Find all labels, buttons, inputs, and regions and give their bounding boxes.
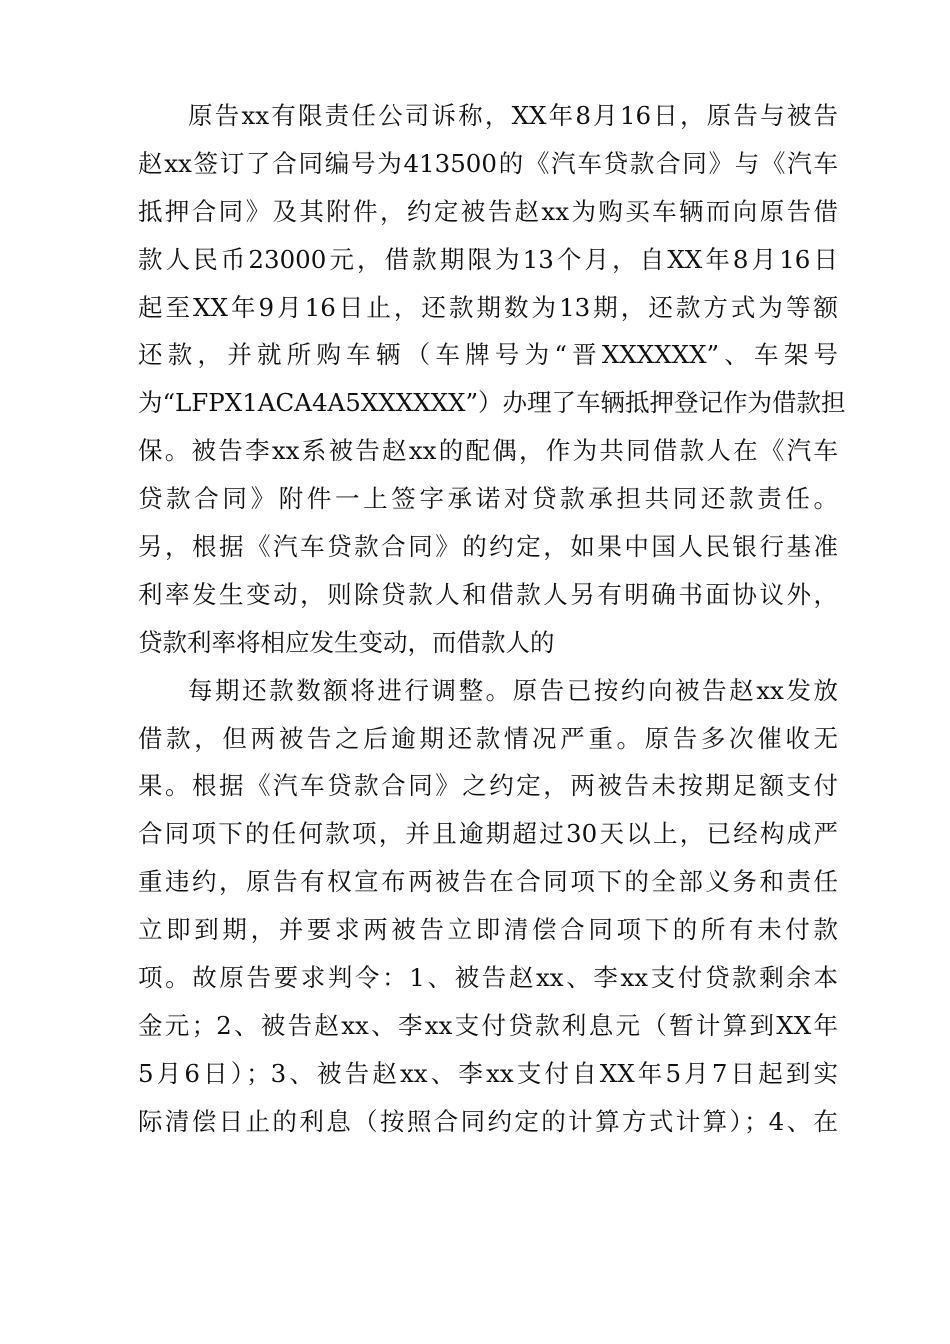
paragraph-2-line-3: 果。根据《汽车贷款合同》之约定，两被告未按期足额支付 [138, 771, 838, 801]
document-body [138, 92, 846, 1146]
paragraph-1-line-7: 为“LFPX1ACA4A5XXXXXX”）办理了车辆抵押登记作为借款担 [138, 388, 846, 418]
paragraph-2-line-6: 立即到期，并要求两被告立即清偿合同项下的所有未付款 [138, 915, 838, 945]
paragraph-1-line-4: 款人民币23000元，借款期限为13个月，自XX年8月16日 [138, 244, 838, 274]
paragraph-1-line-9: 贷款合同》附件一上签字承诺对贷款承担共同还款责任。 [138, 484, 838, 514]
paragraph-2-line-5: 重违约，原告有权宣布两被告在合同项下的全部义务和责任 [138, 867, 838, 897]
paragraph-1-line-5: 起至XX年9月16日止，还款期数为13期，还款方式为等额 [138, 292, 838, 322]
paragraph-2-line-2: 借款，但两被告之后逾期还款情况严重。原告多次催收无 [138, 723, 838, 753]
paragraph-1-line-6: 还款，并就所购车辆（车牌号为“晋XXXXXX”、车架号 [138, 340, 838, 370]
paragraph-2-line-4: 合同项下的任何款项，并且逾期超过30天以上，已经构成严 [138, 819, 838, 849]
paragraph-2-line-8: 金元；2、被告赵xx、李xx支付贷款利息元（暂计算到XX年 [138, 1010, 838, 1040]
paragraph-1-line-2: 赵xx签订了合同编号为413500的《汽车贷款合同》与《汽车 [138, 148, 838, 178]
paragraph-2-line-1: 每期还款数额将进行调整。原告已按约向被告赵xx发放 [188, 675, 838, 705]
paragraph-1-line-3: 抵押合同》及其附件，约定被告赵xx为购买车辆而向原告借 [138, 196, 838, 226]
paragraph-2-line-9: 5月6日）；3、被告赵xx、李xx支付自XX年5月7日起到实 [138, 1058, 838, 1088]
paragraph-1-line-10: 另，根据《汽车贷款合同》的约定，如果中国人民银行基准 [138, 532, 838, 562]
paragraph-1-line-8: 保。被告李xx系被告赵xx的配偶，作为共同借款人在《汽车 [138, 436, 838, 466]
paragraph-2-line-7: 项。故原告要求判令：1、被告赵xx、李xx支付贷款剩余本 [138, 963, 838, 993]
paragraph-1-line-12: 贷款利率将相应发生变动，而借款人的 [138, 627, 555, 657]
paragraph-1-line-1: 原告xx有限责任公司诉称，XX年8月16日，原告与被告 [188, 101, 838, 130]
paragraph-1-line-11: 利率发生变动，则除贷款人和借款人另有明确书面协议外， [138, 579, 838, 609]
paragraph-2-line-10: 际清偿日止的利息（按照合同约定的计算方式计算）；4、在 [138, 1106, 838, 1136]
